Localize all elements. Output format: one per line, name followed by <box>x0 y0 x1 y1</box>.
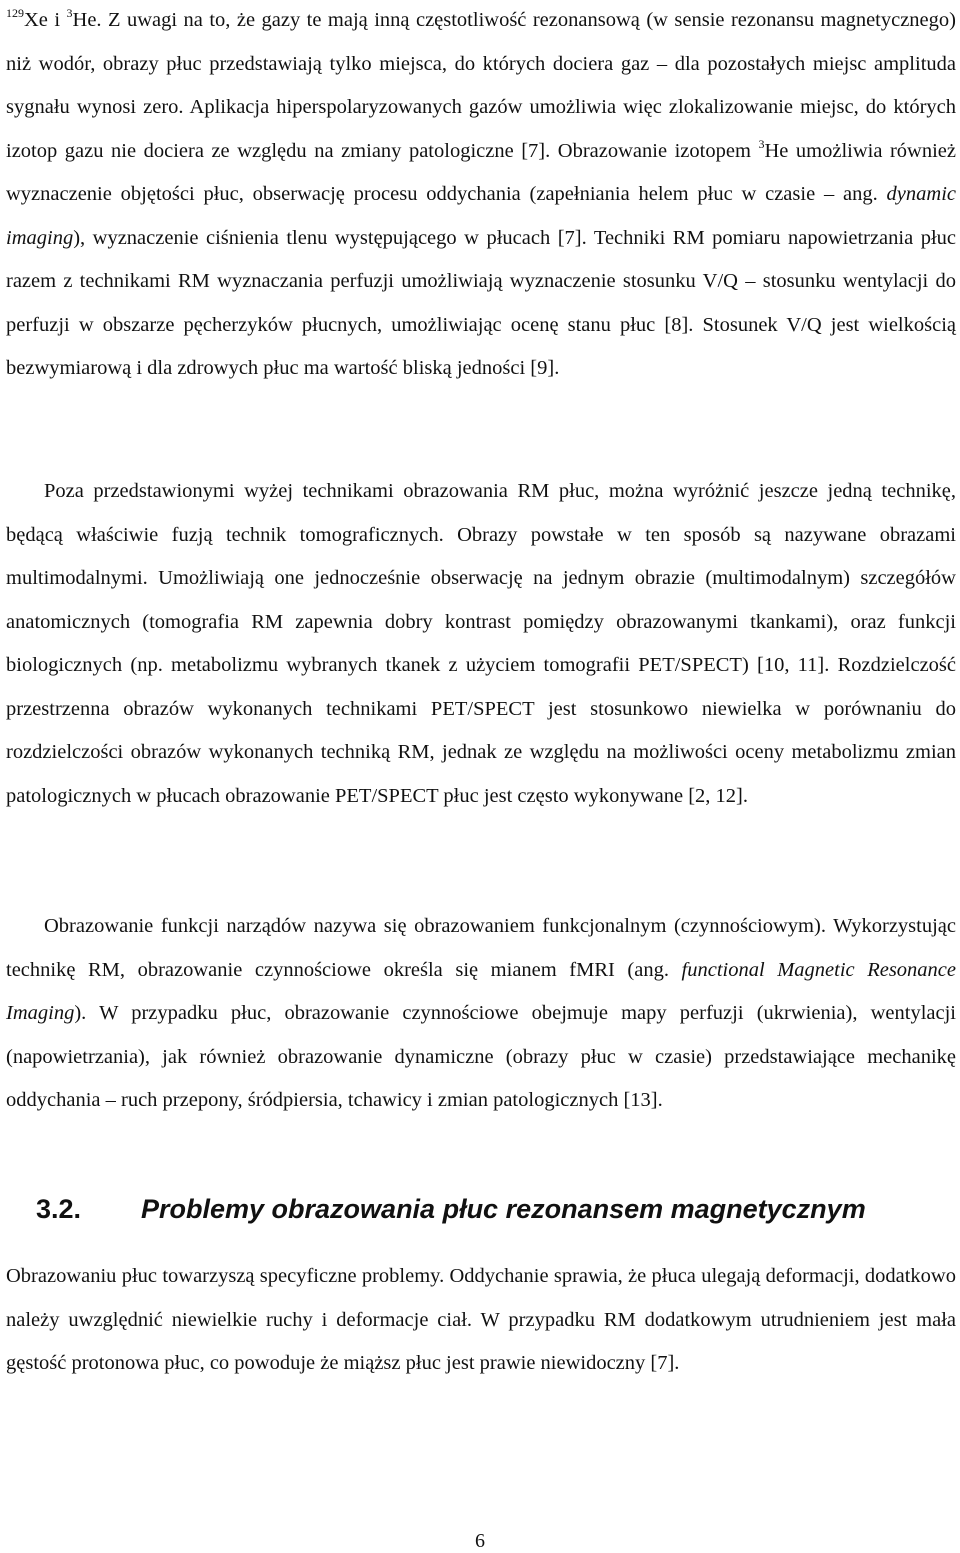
text-run: Obrazowaniu płuc towarzyszą specyficzne problemy. Oddychanie sprawia, że płuca ulegają deformacji, dodatkowo należy uwzględnić niewielkie ruchy i deformacje ciał. W przypadku RM dodatkowym utrudnieniem jest mała gęstość protonowa płuc, co powoduje że miąższ płuc jest prawie niewidoczny [7]. <box>6 1265 956 1374</box>
text-run: Poza przedstawionymi wyżej technikami obrazowania RM płuc, można wyróżnić jeszcze jedną technikę, będącą właściwie fuzją technik tomograficznych. Obrazy powstałe w ten sposób są nazywane obrazami multimodalnymi. Umożliwiają one jednocześnie obserwację na jednym obrazie (multimodalnym) szczegółów anatomicznych (tomografia RM zapewnia dobry kontrast pomiędzy obrazowanymi tkankami), oraz funkcji biologicznych (np. metabolizmu wybranych tkanek z użyciem tomografii PET/SPECT) [10, 11]. Rozdzielczość przestrzenna obrazów wykonanych technikami PET/SPECT jest stosunkowo niewielka w porównaniu do rozdzielczości obrazów wykonanych techniką RM, jednak ze względu na możliwości oceny metabolizmu zmian patologicznych w płucach obrazowanie PET/SPECT płuc jest często wykonywane [2, 12]. <box>6 480 956 807</box>
paragraph-2 <box>6 470 956 818</box>
text-run: ), wyznaczenie ciśnienia tlenu występującego w płucach [7]. Techniki RM pomiaru napowietrzania płuc razem z technikami RM wyznaczania perfuzji umożliwiają wyznaczenie stosunku V/Q – stosunku wentylacji do perfuzji w obszarze pęcherzyków płucnych, umożliwiając ocenę stanu płuc [8]. Stosunek V/Q jest wielkością bezwymiarową i dla zdrowych płuc ma wartość bliską jedności [9]. <box>6 226 956 379</box>
text-run: ). W przypadku płuc, obrazowanie czynnościowe obejmuje mapy perfuzji (ukrwienia), wentylacji (napowietrzania), jak również obrazowanie dynamiczne (obrazy płuc w czasie) przedstawiające mechanikę oddychania – ruch przepony, śródpiersia, tchawicy i zmian patologicznych [13]. <box>6 1002 956 1111</box>
paragraph-3 <box>6 905 956 1123</box>
page-number: 6 <box>475 1530 485 1552</box>
superscript: 129 <box>6 6 24 20</box>
text-run: He umożliwia również wyznaczenie objętości płuc, obserwację procesu oddychania (zapełniania helem płuc w czasie – ang. <box>6 139 956 205</box>
superscript: 3 <box>758 136 765 151</box>
section-heading <box>36 1194 956 1225</box>
section-number: 3.2. <box>36 1194 82 1224</box>
text-run: He. Z uwagi na to, że gazy te mają inną częstotliwość rezonansową (w sensie rezonansu magnetycznego) niż wodór, obrazy płuc przedstawiają tylko miejsca, do których dociera gaz – dla pozostałych miejsc amplituda sygnału wynosi zero. Aplikacja hiperspolaryzowanych gazów umożliwia więc zlokalizowanie miejsc, do których izotop gazu nie dociera ze względu na zmiany patologiczne [7]. Obrazowanie izotopem <box>6 9 956 162</box>
text-run: Obrazowanie funkcji narządów nazywa się obrazowaniem funkcjonalnym (czynnościowym). Wykorzystując technikę RM, obrazowanie czynnościowe określa się mianem fMRI (ang. <box>6 915 956 981</box>
paragraph-1 <box>6 0 956 391</box>
text-run: Xe i <box>24 9 67 31</box>
italic-term: dynamic imaging <box>6 183 956 249</box>
italic-term: functional Magnetic Resonance Imaging <box>6 958 957 1024</box>
paragraph-4 <box>6 1255 956 1386</box>
section-title: Problemy obrazowania płuc rezonansem magnetycznym <box>141 1194 866 1224</box>
superscript: 3 <box>66 6 73 20</box>
